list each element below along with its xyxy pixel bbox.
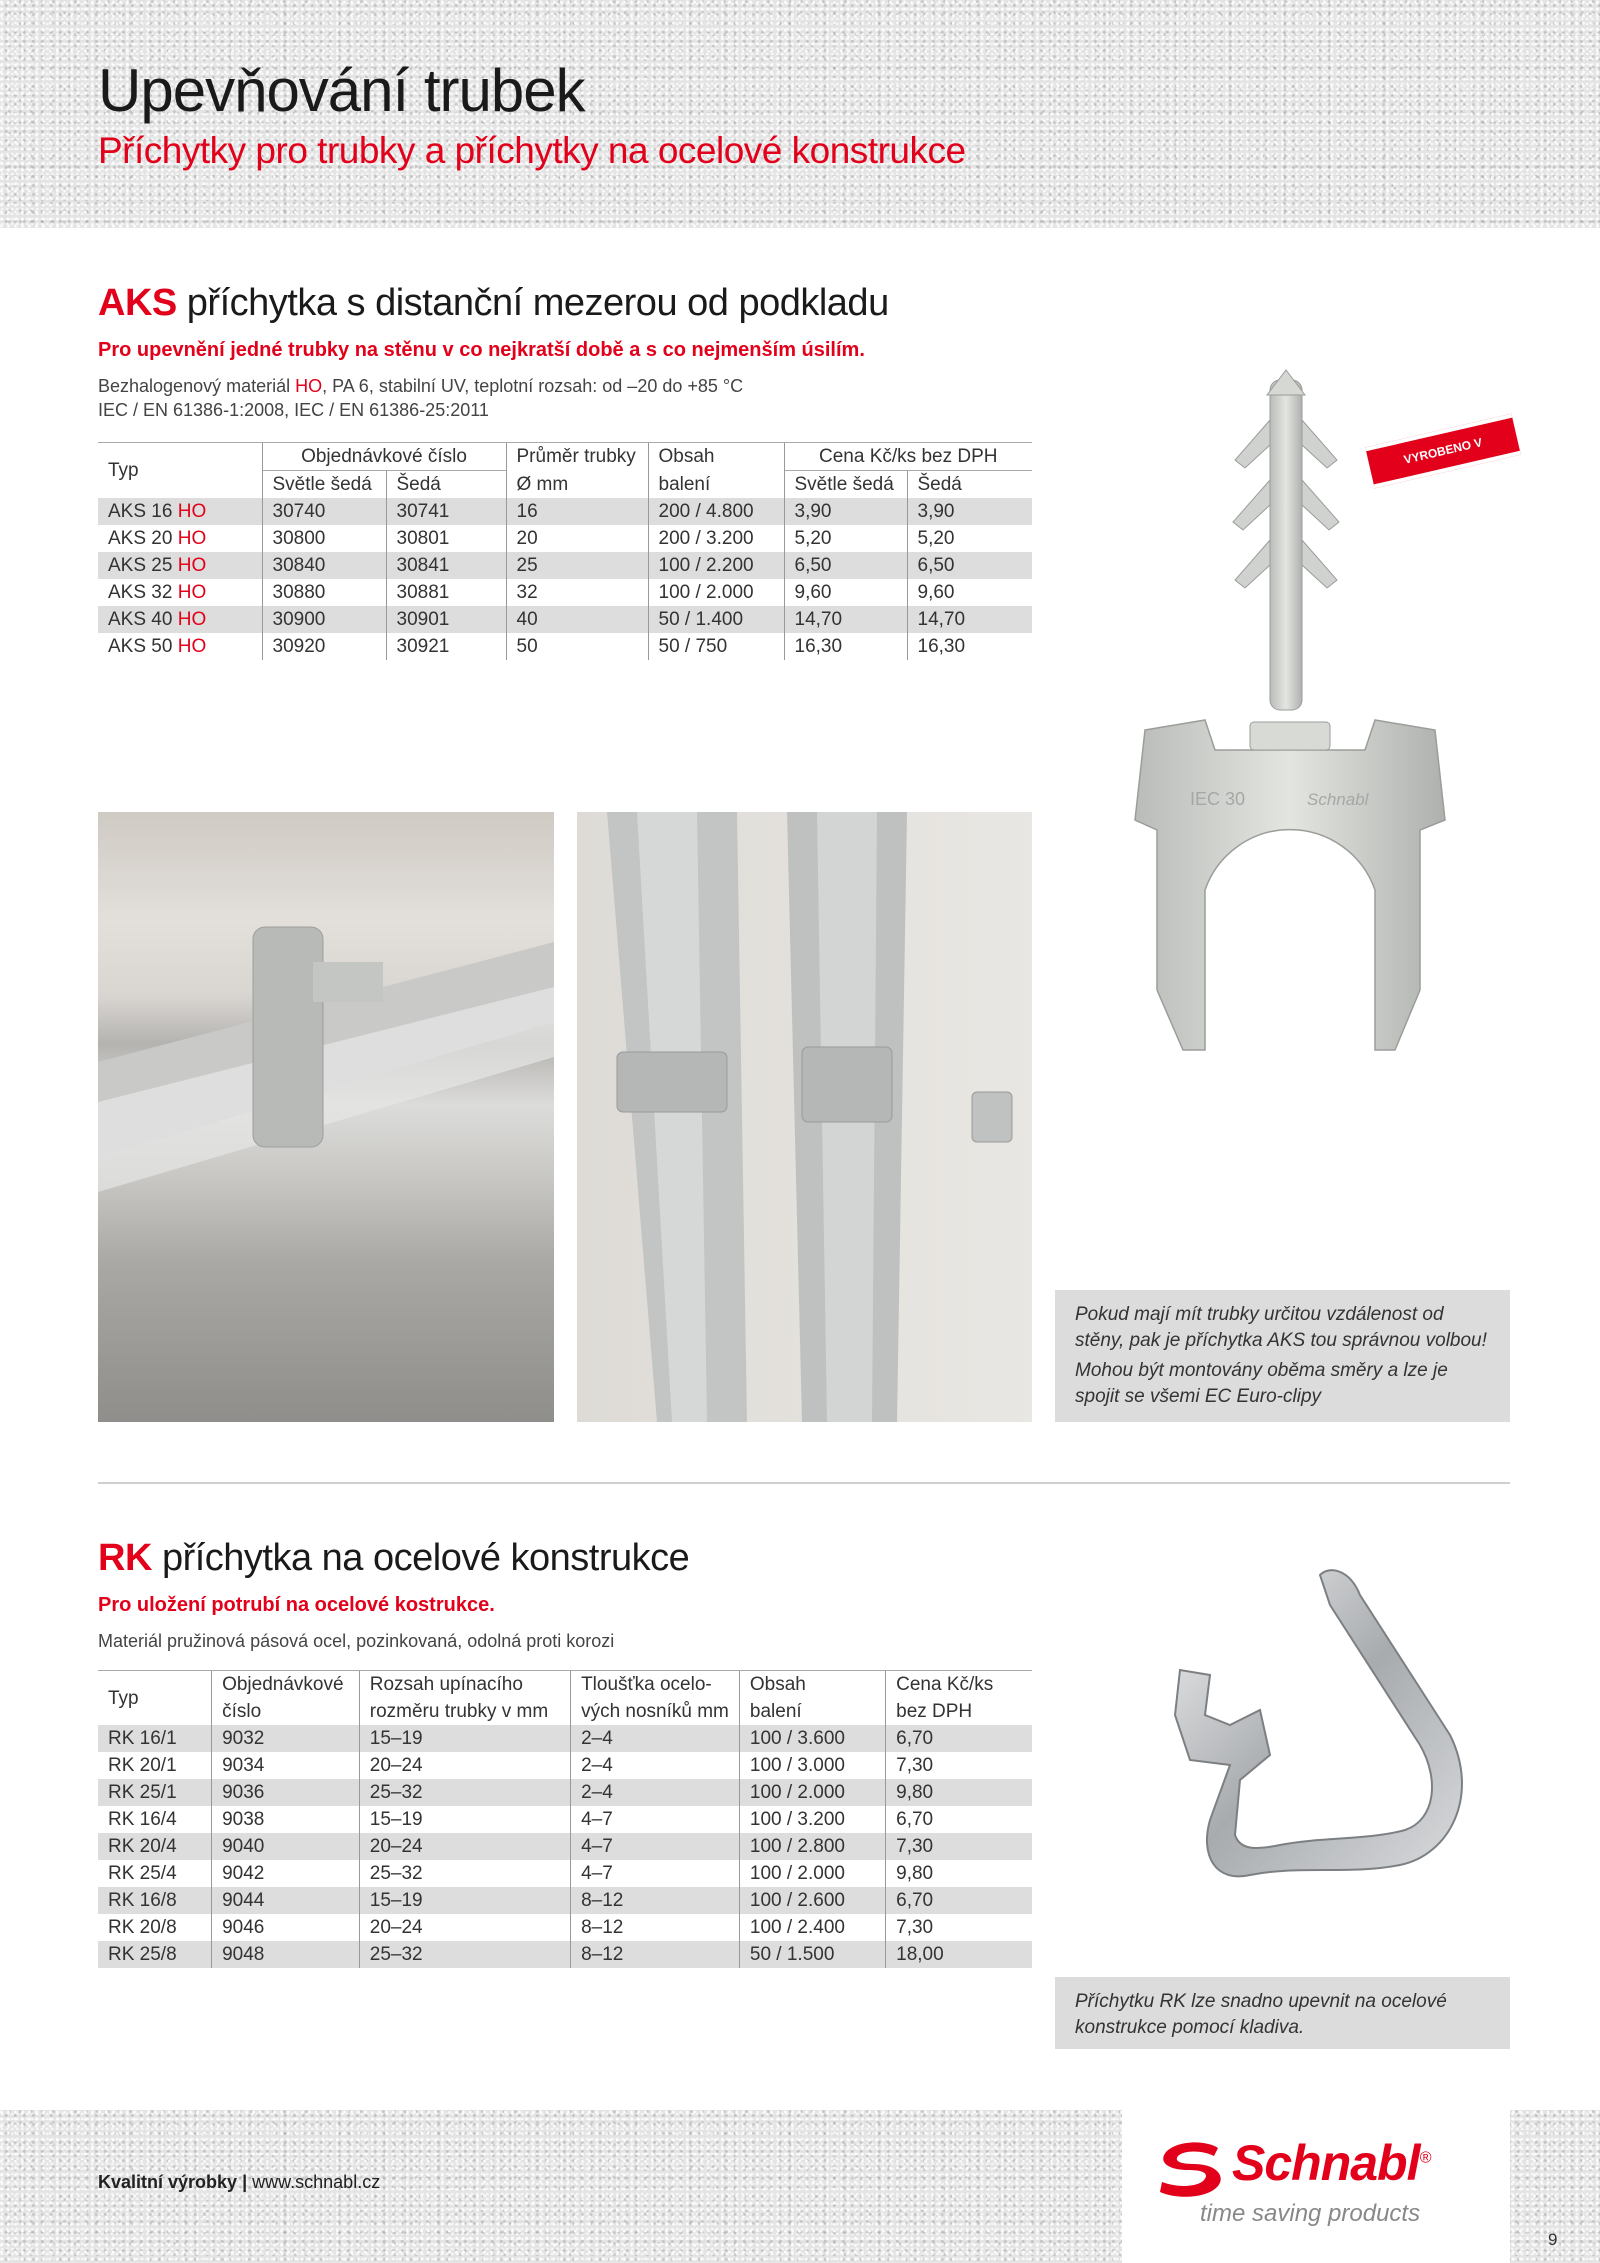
rk-col-pack: Obsah (739, 1671, 885, 1699)
cell-thick: 2–4 (571, 1779, 740, 1806)
section-divider (98, 1482, 1510, 1484)
table-row (98, 1914, 1032, 1941)
cell-diam: 40 (506, 606, 648, 633)
cell-diam: 16 (506, 498, 648, 525)
cell-typ: RK 16/1 (98, 1725, 212, 1752)
cell-order: 9040 (212, 1833, 360, 1860)
cell-pack: 50 / 750 (648, 633, 784, 660)
cell-price: 7,30 (886, 1914, 1032, 1941)
table-row (98, 1779, 1032, 1806)
cell-thick: 4–7 (571, 1806, 740, 1833)
cell-pack: 100 / 2.400 (739, 1914, 885, 1941)
logo-tagline: time saving products (1200, 2200, 1421, 2227)
cell-ho: HO (177, 636, 207, 657)
table-row (98, 1725, 1032, 1752)
cell-thick: 4–7 (571, 1860, 740, 1887)
table-row (98, 1860, 1032, 1887)
cell-price-grey: 5,20 (907, 525, 1032, 552)
cell-typ: AKS 32 (108, 582, 178, 603)
cell-price: 6,70 (886, 1725, 1032, 1752)
cell-diam: 50 (506, 633, 648, 660)
cell-price: 7,30 (886, 1752, 1032, 1779)
cell-pack: 100 / 2.000 (739, 1779, 885, 1806)
rk-description: Materiál pružinová pásová ocel, pozinkovaná, odolná proti korozi (98, 1631, 615, 1651)
rk-col-thick-2: vých nosníků mm (571, 1698, 740, 1725)
rk-caption: Příchytku RK lze snadno upevnit na ocelové konstrukce pomocí kladiva. (1055, 1977, 1510, 2049)
cell-price-grey: 3,90 (907, 498, 1032, 525)
cell-grey: 30741 (386, 498, 506, 525)
cell-price: 6,70 (886, 1806, 1032, 1833)
cell-order: 9038 (212, 1806, 360, 1833)
rk-col-pack-2: balení (739, 1698, 885, 1725)
aks-wall-photo (577, 812, 1032, 1422)
cell-typ: RK 25/8 (98, 1941, 212, 1968)
footer-quality: Kvalitní výrobky (98, 2172, 238, 2192)
table-row (98, 633, 1032, 660)
cell-pack: 100 / 3.600 (739, 1725, 885, 1752)
cell-thick: 2–4 (571, 1725, 740, 1752)
table-row (98, 1833, 1032, 1860)
ceiling-photo-illustration (98, 812, 554, 1422)
cell-typ: AKS 25 (108, 555, 178, 576)
made-in-austria-badge: VYROBENO V RAKOUSKU (1365, 414, 1521, 489)
cell-typ: RK 20/4 (98, 1833, 212, 1860)
cell-order: 9034 (212, 1752, 360, 1779)
table-row (98, 1887, 1032, 1914)
cell-price-light: 14,70 (784, 606, 907, 633)
page-number: 9 (1548, 2230, 1558, 2249)
cell-price-light: 6,50 (784, 552, 907, 579)
rk-product-image (1120, 1565, 1510, 1905)
logo-brand-text: Schnabl (1232, 2135, 1420, 2191)
table-row (98, 1941, 1032, 1968)
rk-col-price-2: bez DPH (886, 1698, 1032, 1725)
aks-caption-2: Mohou být montovány oběma směry a lze je spojit se všemi EC Euro-clipy (1075, 1360, 1448, 1407)
wall-photo-illustration (577, 812, 1032, 1422)
cell-light: 30840 (262, 552, 386, 579)
cell-order: 9044 (212, 1887, 360, 1914)
rk-clip-illustration (1120, 1565, 1510, 1905)
cell-order: 9032 (212, 1725, 360, 1752)
cell-range: 25–32 (359, 1860, 570, 1887)
cell-grey: 30881 (386, 579, 506, 606)
cell-diam: 32 (506, 579, 648, 606)
table-row (98, 579, 1032, 606)
aks-desc-post: , PA 6, stabilní UV, teplotní rozsah: od –20 do +85 °C (322, 376, 744, 396)
cell-grey: 30921 (386, 633, 506, 660)
cell-light: 30900 (262, 606, 386, 633)
cell-order: 9048 (212, 1941, 360, 1968)
cell-price: 18,00 (886, 1941, 1032, 1968)
cell-ho: HO (177, 609, 207, 630)
aks-code: AKS (98, 282, 177, 324)
clip-embossed-iec: IEC 30 (1190, 789, 1246, 809)
table-row (98, 552, 1032, 579)
cell-range: 25–32 (359, 1941, 570, 1968)
cell-price-grey: 6,50 (907, 552, 1032, 579)
aks-desc-ho: HO (295, 376, 323, 396)
rk-code: RK (98, 1537, 152, 1579)
cell-thick: 4–7 (571, 1833, 740, 1860)
cell-pack: 100 / 3.200 (739, 1806, 885, 1833)
aks-col-pack: Obsah (648, 443, 784, 471)
rk-title-text: příchytka na ocelové konstrukce (151, 1537, 690, 1579)
rk-col-order-2: číslo (212, 1698, 360, 1725)
cell-typ: RK 16/8 (98, 1887, 212, 1914)
cell-pack: 100 / 2.000 (648, 579, 784, 606)
cell-price-light: 16,30 (784, 633, 907, 660)
cell-pack: 50 / 1.500 (739, 1941, 885, 1968)
aks-description (98, 374, 743, 422)
cell-pack: 100 / 2.800 (739, 1833, 885, 1860)
aks-col-typ: Typ (98, 443, 262, 499)
cell-pack: 100 / 3.000 (739, 1752, 885, 1779)
cell-range: 15–19 (359, 1806, 570, 1833)
cell-typ: AKS 50 (108, 636, 178, 657)
aks-caption-1: Pokud mají mít trubky určitou vzdálenost od stěny, pak je příchytka AKS tou správnou volbou! (1075, 1304, 1487, 1351)
rk-col-range-2: rozměru trubky v mm (359, 1698, 570, 1725)
cell-light: 30800 (262, 525, 386, 552)
table-row (98, 1806, 1032, 1833)
cell-order: 9042 (212, 1860, 360, 1887)
rk-table (98, 1670, 1032, 1968)
cell-ho: HO (177, 582, 207, 603)
cell-thick: 8–12 (571, 1941, 740, 1968)
logo-registered: ® (1419, 2149, 1431, 2167)
cell-light: 30880 (262, 579, 386, 606)
aks-col-diam: Průměr trubky (506, 443, 648, 471)
cell-range: 20–24 (359, 1914, 570, 1941)
table-row (98, 525, 1032, 552)
aks-col-pack-2: balení (648, 471, 784, 499)
rk-col-price: Cena Kč/ks (886, 1671, 1032, 1699)
cell-thick: 8–12 (571, 1914, 740, 1941)
cell-thick: 2–4 (571, 1752, 740, 1779)
cell-order: 9036 (212, 1779, 360, 1806)
aks-col-price-grey: Šedá (907, 471, 1032, 499)
cell-price-light: 3,90 (784, 498, 907, 525)
table-row (98, 606, 1032, 633)
cell-range: 15–19 (359, 1725, 570, 1752)
aks-table (98, 442, 1032, 660)
aks-title-text: příchytka s distanční mezerou od podkladu (176, 282, 889, 324)
table-row (98, 498, 1032, 525)
cell-pack: 100 / 2.000 (739, 1860, 885, 1887)
cell-grey: 30801 (386, 525, 506, 552)
cell-grey: 30841 (386, 552, 506, 579)
cell-diam: 25 (506, 552, 648, 579)
cell-typ: AKS 20 (108, 528, 178, 549)
aks-section-title (98, 282, 889, 325)
cell-range: 20–24 (359, 1833, 570, 1860)
cell-typ: AKS 40 (108, 609, 178, 630)
aks-lead: Pro upevnění jedné trubky na stěnu v co nejkratší době a s co nejmenším úsilím. (98, 339, 865, 361)
rk-section-title (98, 1537, 689, 1580)
aks-col-diam-unit: Ø mm (506, 471, 648, 499)
aks-desc-standards: IEC / EN 61386-1:2008, IEC / EN 61386-25:2011 (98, 400, 489, 420)
cell-range: 20–24 (359, 1752, 570, 1779)
cell-ho: HO (177, 501, 207, 522)
aks-col-grey: Šedá (386, 471, 506, 499)
aks-col-light: Světle šedá (262, 471, 386, 499)
cell-pack: 200 / 4.800 (648, 498, 784, 525)
aks-col-price: Cena Kč/ks bez DPH (784, 443, 1032, 471)
cell-pack: 100 / 2.600 (739, 1887, 885, 1914)
cell-typ: RK 16/4 (108, 1809, 177, 1830)
clip-embossed-brand: Schnabl (1307, 790, 1369, 809)
cell-typ: RK 20/8 (108, 1917, 177, 1938)
cell-typ: RK 25/1 (98, 1779, 212, 1806)
cell-price-light: 9,60 (784, 579, 907, 606)
cell-typ: RK 25/4 (108, 1863, 177, 1884)
cell-price: 9,80 (886, 1779, 1032, 1806)
page-subtitle: Příchytky pro trubky a příchytky na ocelové konstrukce (98, 130, 966, 171)
aks-col-order: Objednávkové číslo (262, 443, 506, 471)
cell-price-grey: 14,70 (907, 606, 1032, 633)
cell-price-grey: 9,60 (907, 579, 1032, 606)
cell-range: 15–19 (359, 1887, 570, 1914)
cell-pack: 50 / 1.400 (648, 606, 784, 633)
aks-col-price-light: Světle šedá (784, 471, 907, 499)
aks-ceiling-photo (98, 812, 554, 1422)
cell-light: 30920 (262, 633, 386, 660)
cell-range: 25–32 (359, 1779, 570, 1806)
footer-text: Kvalitní výrobky | www.schnabl.cz (98, 2172, 381, 2192)
rk-col-range: Rozsah upínacího (359, 1671, 570, 1699)
cell-price: 7,30 (886, 1833, 1032, 1860)
cell-light: 30740 (262, 498, 386, 525)
rk-col-order: Objednávkové (212, 1671, 360, 1699)
cell-pack: 100 / 2.200 (648, 552, 784, 579)
cell-order: 9046 (212, 1914, 360, 1941)
aks-caption (1055, 1290, 1510, 1422)
cell-typ: RK 20/1 (108, 1755, 177, 1776)
cell-price-light: 5,20 (784, 525, 907, 552)
cell-ho: HO (177, 528, 207, 549)
rk-lead: Pro uložení potrubí na ocelové kostrukce. (98, 1594, 495, 1616)
cell-ho: HO (177, 555, 207, 576)
schnabl-logo-icon (1158, 2140, 1224, 2198)
cell-pack: 200 / 3.200 (648, 525, 784, 552)
cell-grey: 30901 (386, 606, 506, 633)
cell-diam: 20 (506, 525, 648, 552)
cell-price: 6,70 (886, 1887, 1032, 1914)
aks-desc-pre: Bezhalogenový materiál (98, 376, 296, 396)
cell-price: 9,80 (886, 1860, 1032, 1887)
cell-typ: AKS 16 (108, 501, 178, 522)
cell-thick: 8–12 (571, 1887, 740, 1914)
rk-col-typ: Typ (98, 1671, 212, 1726)
logo-brand (1232, 2134, 1430, 2192)
rk-col-thick: Tloušťka ocelo- (571, 1671, 740, 1699)
cell-price-grey: 16,30 (907, 633, 1032, 660)
page-title: Upevňování trubek (98, 57, 585, 124)
table-row (98, 1752, 1032, 1779)
footer-url[interactable]: www.schnabl.cz (252, 2172, 381, 2192)
